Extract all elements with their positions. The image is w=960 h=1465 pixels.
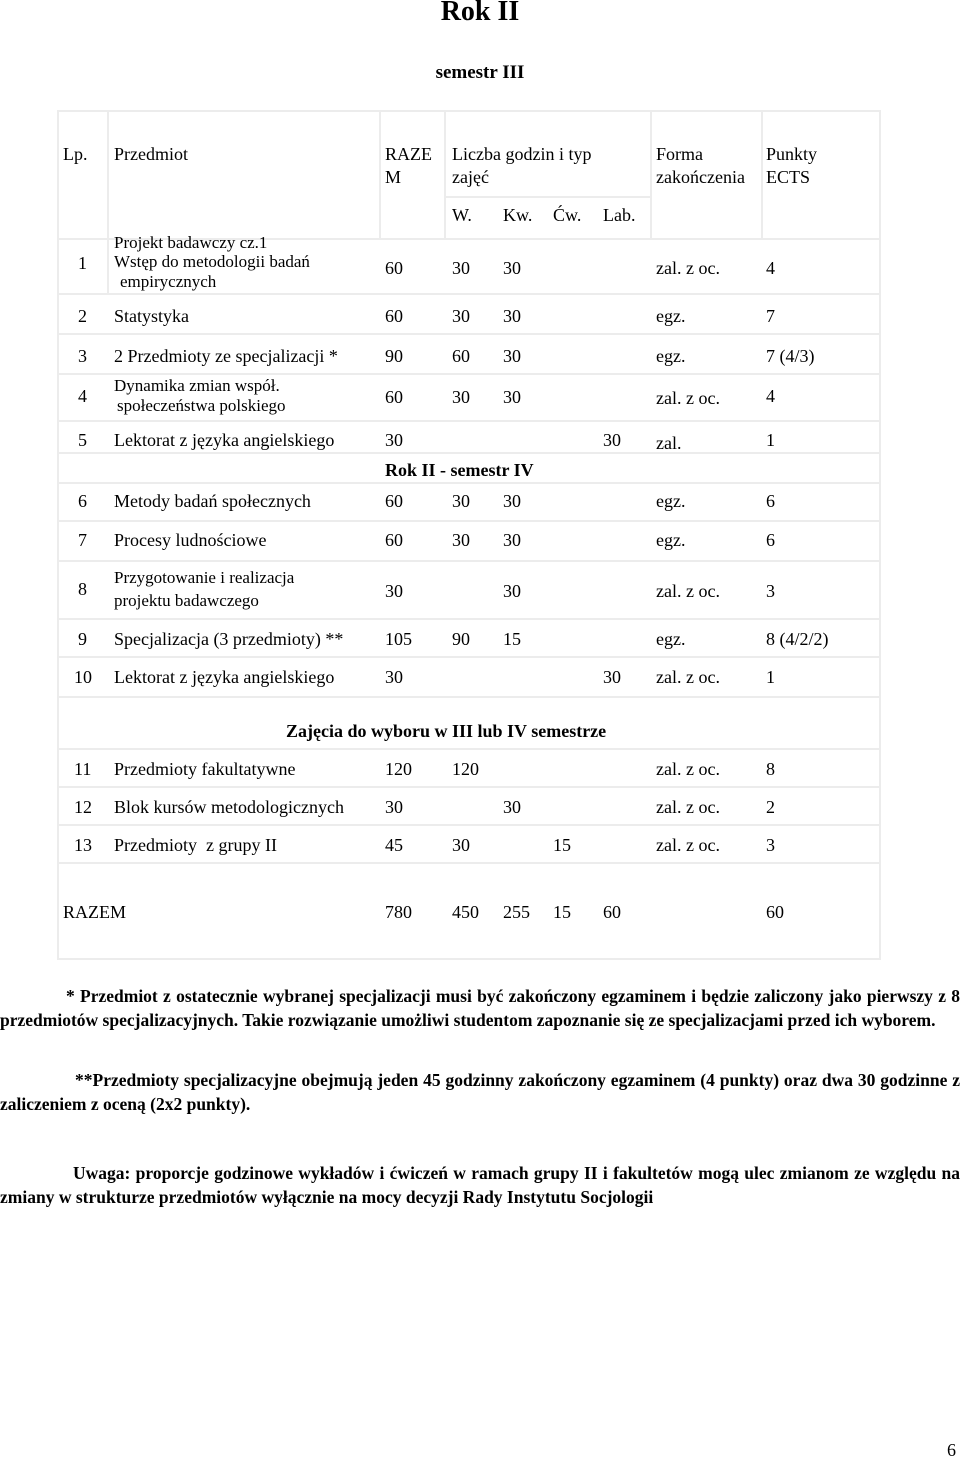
row-10-forma: zal. z oc. xyxy=(656,667,720,687)
row-2-razem: 60 xyxy=(385,306,403,326)
row-6-razem: 60 xyxy=(385,491,403,511)
row-8-razem: 30 xyxy=(385,581,403,601)
header-cw: Ćw. xyxy=(553,205,582,225)
row-1-name-line2: Wstęp do metodologii badań xyxy=(114,252,310,271)
row-8-name-line1: Przygotowanie i realizacja xyxy=(114,568,295,587)
row-10-cw: 30 xyxy=(603,667,621,687)
header-liczba-line1: Liczba godzin i typ xyxy=(452,144,592,164)
row-2-name: Statystyka xyxy=(114,306,189,326)
row-7-ects: 6 xyxy=(766,530,775,550)
total-kw: 255 xyxy=(503,902,530,922)
row-3-w: 60 xyxy=(452,346,470,366)
row-1-razem: 60 xyxy=(385,258,403,278)
row-6-kw: 30 xyxy=(503,491,521,511)
row-3-forma: egz. xyxy=(656,346,686,366)
row-4-ects: 4 xyxy=(766,386,775,406)
row-10-razem: 30 xyxy=(385,667,403,687)
row-13-lp: 13 xyxy=(74,835,92,855)
row-2-kw: 30 xyxy=(503,306,521,326)
row-7-forma: egz. xyxy=(656,530,686,550)
row-9-lp: 9 xyxy=(78,629,87,649)
row-9-razem: 105 xyxy=(385,629,412,649)
row-12-lp: 12 xyxy=(74,797,92,817)
footnote-specjalizacja: * Przedmiot z ostatecznie wybranej specjalizacji musi być zakończony egzaminem i będzie zaliczony jako pierwszy z 8 przedmiotów specjalizacyjnych. Takie rozwiązanie umożliwi studentom zapoznanie się ze specjalizacjami przed ich wyborem. xyxy=(0,986,960,1030)
row-11-ects: 8 xyxy=(766,759,775,779)
row-7-w: 30 xyxy=(452,530,470,550)
header-lp-cell xyxy=(59,112,107,238)
total-ects: 60 xyxy=(766,902,784,922)
row-5-razem: 30 xyxy=(385,430,403,450)
total-label: RAZEM xyxy=(63,902,126,922)
row-13-cw: 15 xyxy=(553,835,571,855)
row-11-lp: 11 xyxy=(74,759,92,779)
header-razem-line2: M xyxy=(385,167,402,187)
row-8-name-line2: projektu badawczego xyxy=(114,591,259,610)
row-1-name-line3: empirycznych xyxy=(120,272,217,291)
row-12-forma: zal. z oc. xyxy=(656,797,720,817)
row-8-kw: 30 xyxy=(503,581,521,601)
row-3-ects: 7 (4/3) xyxy=(766,346,815,366)
header-przedmiot-cell xyxy=(109,112,379,238)
row-11-w: 120 xyxy=(452,759,479,779)
header-liczba-line2: zajęć xyxy=(452,167,489,187)
row-1-forma: zal. z oc. xyxy=(656,258,720,278)
row-2-forma: egz. xyxy=(656,306,686,326)
row-6-name: Metody badań społecznych xyxy=(114,491,311,511)
page-subtitle: semestr III xyxy=(435,62,525,83)
row-5-name: Lektorat z języka angielskiego xyxy=(114,430,335,450)
total-w: 450 xyxy=(452,902,479,922)
total-lab: 60 xyxy=(603,902,621,922)
row-13-w: 30 xyxy=(452,835,470,855)
row-5-cw: 30 xyxy=(603,430,621,450)
row-7-name: Procesy ludnościowe xyxy=(114,530,267,550)
row-5-ects: 1 xyxy=(766,430,775,450)
row-6-forma: egz. xyxy=(656,491,686,511)
row-8-ects: 3 xyxy=(766,581,775,601)
row-8-lp: 8 xyxy=(78,579,87,599)
row-7-lp: 7 xyxy=(78,530,87,550)
header-punkty-line1: Punkty xyxy=(766,144,818,164)
row-1-w: 30 xyxy=(452,258,470,278)
row-4-kw: 30 xyxy=(503,387,521,407)
row-13-name: Przedmioty z grupy II xyxy=(114,835,277,855)
row-1-ects: 4 xyxy=(766,258,775,278)
row-6-w: 30 xyxy=(452,491,470,511)
footnote-specjalizacyjne: **Przedmioty specjalizacyjne obejmują jeden 45 godzinny zakończony egzaminem (4 punkty) oraz dwa 30 godzinne z zaliczeniem z oceną (2x2 punkty). xyxy=(0,1070,960,1114)
row-3-name: 2 Przedmioty ze specjalizacji * xyxy=(114,346,338,366)
row-12-name: Blok kursów metodologicznych xyxy=(114,797,344,817)
row-12-ects: 2 xyxy=(766,797,775,817)
row-2-w: 30 xyxy=(452,306,470,326)
page-title: Rok II xyxy=(440,0,520,27)
row-3-kw: 30 xyxy=(503,346,521,366)
header-razem-line1: RAZE xyxy=(385,144,432,164)
row-7-razem: 60 xyxy=(385,530,403,550)
row-13-razem: 45 xyxy=(385,835,403,855)
row-9-kw: 15 xyxy=(503,629,521,649)
row-1-name-line1: Projekt badawczy cz.1 xyxy=(114,233,268,252)
row-5-forma: zal. xyxy=(656,433,682,453)
row-10-ects: 1 xyxy=(766,667,775,687)
row-13-ects: 3 xyxy=(766,835,775,855)
header-w: W. xyxy=(452,205,472,225)
row-5-lp: 5 xyxy=(78,430,87,450)
header-lab: Lab. xyxy=(603,205,636,225)
row-9-name: Specjalizacja (3 przedmioty) ** xyxy=(114,629,344,649)
row-6-lp: 6 xyxy=(78,491,87,511)
header-lp: Lp. xyxy=(63,144,88,164)
row-12-kw: 30 xyxy=(503,797,521,817)
row-2-lp: 2 xyxy=(78,306,87,326)
row-12-razem: 30 xyxy=(385,797,403,817)
total-cw: 15 xyxy=(553,902,571,922)
header-punkty-line2: ECTS xyxy=(766,167,811,187)
row-3-razem: 90 xyxy=(385,346,403,366)
row-1-kw: 30 xyxy=(503,258,521,278)
row-8-forma: zal. z oc. xyxy=(656,581,720,601)
header-kw: Kw. xyxy=(503,205,533,225)
section-wybor: Zajęcia do wyboru w III lub IV semestrze xyxy=(286,721,607,741)
row-4-lp: 4 xyxy=(78,386,87,406)
row-4-name-line2: społeczeństwa polskiego xyxy=(117,396,286,415)
row-4-razem: 60 xyxy=(385,387,403,407)
section-semestr-iv: Rok II - semestr IV xyxy=(385,460,534,480)
row-9-ects: 8 (4/2/2) xyxy=(766,629,829,649)
total-razem: 780 xyxy=(385,902,412,922)
row-9-w: 90 xyxy=(452,629,470,649)
row-10-name: Lektorat z języka angielskiego xyxy=(114,667,335,687)
row-11-forma: zal. z oc. xyxy=(656,759,720,779)
row-10-lp: 10 xyxy=(74,667,92,687)
row-11-name: Przedmioty fakultatywne xyxy=(114,759,296,779)
row-1-lp: 1 xyxy=(78,253,87,273)
row-4-w: 30 xyxy=(452,387,470,407)
row-11-razem: 120 xyxy=(385,759,412,779)
row-13-forma: zal. z oc. xyxy=(656,835,720,855)
row-4-name-line1: Dynamika zmian współ. xyxy=(114,376,280,395)
row-3-lp: 3 xyxy=(78,346,87,366)
header-forma-line1: Forma xyxy=(656,144,703,164)
row-4-forma: zal. z oc. xyxy=(656,388,720,408)
row-7-kw: 30 xyxy=(503,530,521,550)
header-forma-line2: zakończenia xyxy=(656,167,745,187)
page-number: 6 xyxy=(947,1440,956,1460)
row-2-ects: 7 xyxy=(766,306,775,326)
footnote-uwaga: Uwaga: proporcje godzinowe wykładów i ćwiczeń w ramach grupy II i fakultetów mogą ulec zmianom ze względu na zmiany w strukturze przedmiotów wyłącznie na mocy decyzji Rady Instytutu Socjologii xyxy=(0,1163,960,1207)
row-6-ects: 6 xyxy=(766,491,775,511)
row-9-forma: egz. xyxy=(656,629,686,649)
header-przedmiot: Przedmiot xyxy=(114,144,188,164)
